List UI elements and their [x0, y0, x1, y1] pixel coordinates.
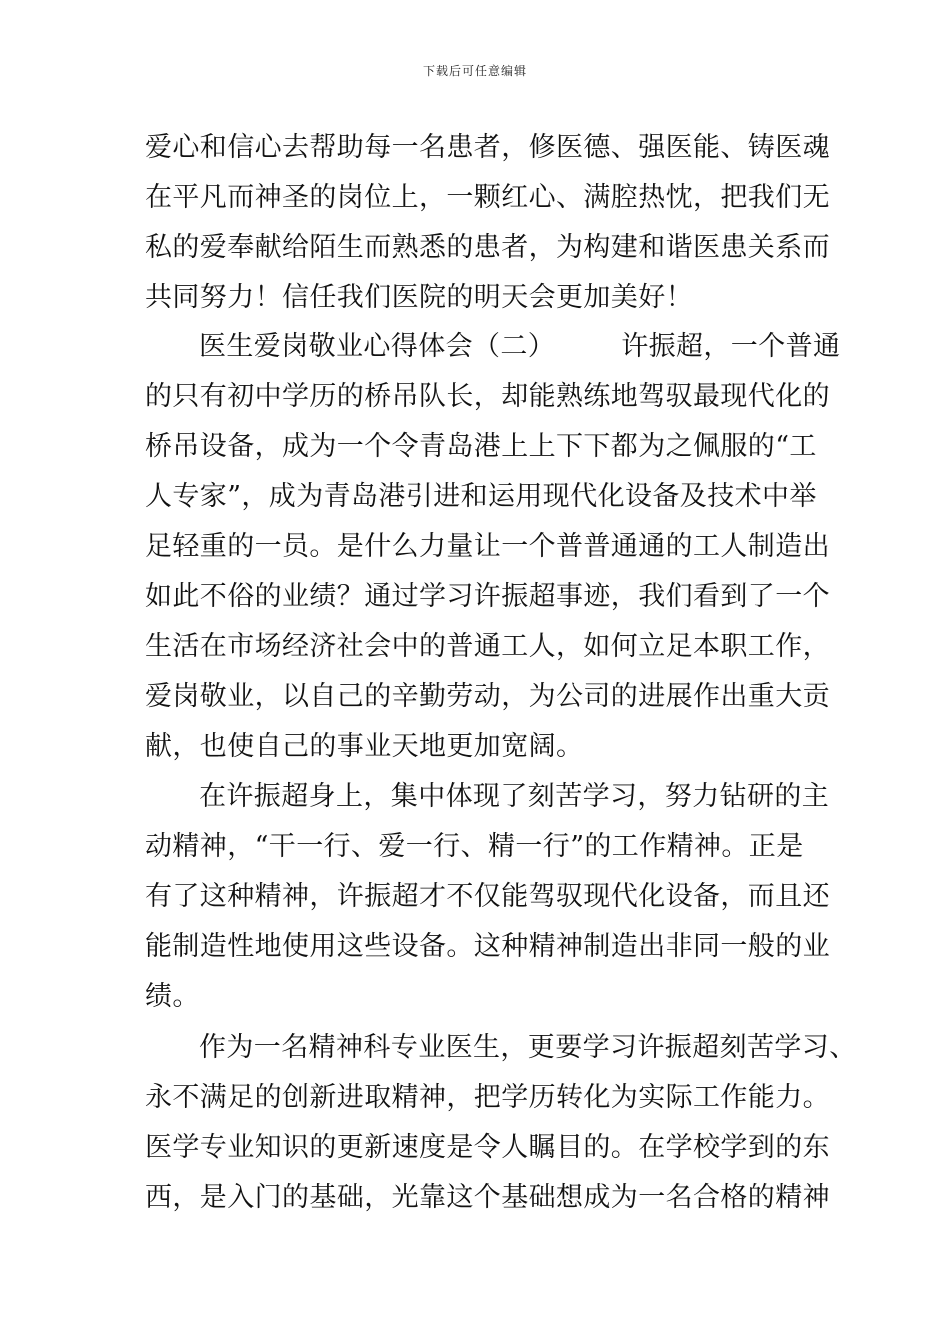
- text-line: 爱心和信心去帮助每一名患者，修医德、强医能、铸医魂: [145, 132, 830, 163]
- text-line: 爱岗敬业，以自己的辛勤劳动，为公司的进展作出重大贡: [145, 681, 830, 712]
- text-line: 如此不俗的业绩？通过学习许振超事迹，我们看到了一个: [145, 581, 830, 612]
- text-line: 永不满足的创新进取精神，把学历转化为实际工作能力。: [145, 1082, 830, 1113]
- text-line: 在平凡而神圣的岗位上，一颗红心、满腔热忱，把我们无: [145, 182, 830, 213]
- text-line: 私的爱奉献给陌生而熟悉的患者，为构建和谐医患关系而: [145, 232, 830, 263]
- text-line: [199, 327, 840, 367]
- text-line: 献，也使自己的事业天地更加宽阔。: [145, 731, 584, 762]
- paragraph-start: 许振超，一个普通: [621, 331, 841, 362]
- text-line: 能制造性地使用这些设备。这种精神制造出非同一般的业: [145, 931, 830, 962]
- text-line: 足轻重的一员。是什么力量让一个普普通通的工人制造出: [145, 531, 830, 562]
- page-header: 下载后可任意编辑: [422, 64, 527, 78]
- text-line: 西，是入门的基础，光靠这个基础想成为一名合格的精神: [145, 1182, 830, 1213]
- text-line: 作为一名精神科专业医生，更要学习许振超刻苦学习、: [199, 1032, 857, 1063]
- text-line: 桥吊设备，成为一个令青岛港上上下下都为之佩服的“工: [145, 431, 817, 462]
- text-line: 在许振超身上，集中体现了刻苦学习，努力钻研的主: [199, 781, 830, 812]
- text-line: 人专家”，成为青岛港引进和运用现代化设备及技术中举: [145, 481, 817, 512]
- section-title: 医生爱岗敬业心得体会（二）: [199, 331, 556, 362]
- text-line: 共同努力！信任我们医院的明天会更加美好！: [145, 282, 693, 313]
- text-line: 医学专业知识的更新速度是令人瞩目的。在学校学到的东: [145, 1132, 830, 1163]
- text-line: 绩。: [145, 981, 200, 1012]
- text-line: 动精神，“干一行、爱一行、精一行”的工作精神。正是: [145, 831, 804, 862]
- text-line: 生活在市场经济社会中的普通工人，如何立足本职工作，: [145, 631, 830, 662]
- text-line: 的只有初中学历的桥吊队长，却能熟练地驾驭最现代化的: [145, 381, 830, 412]
- text-line: 有了这种精神，许振超才不仅能驾驭现代化设备，而且还: [145, 881, 830, 912]
